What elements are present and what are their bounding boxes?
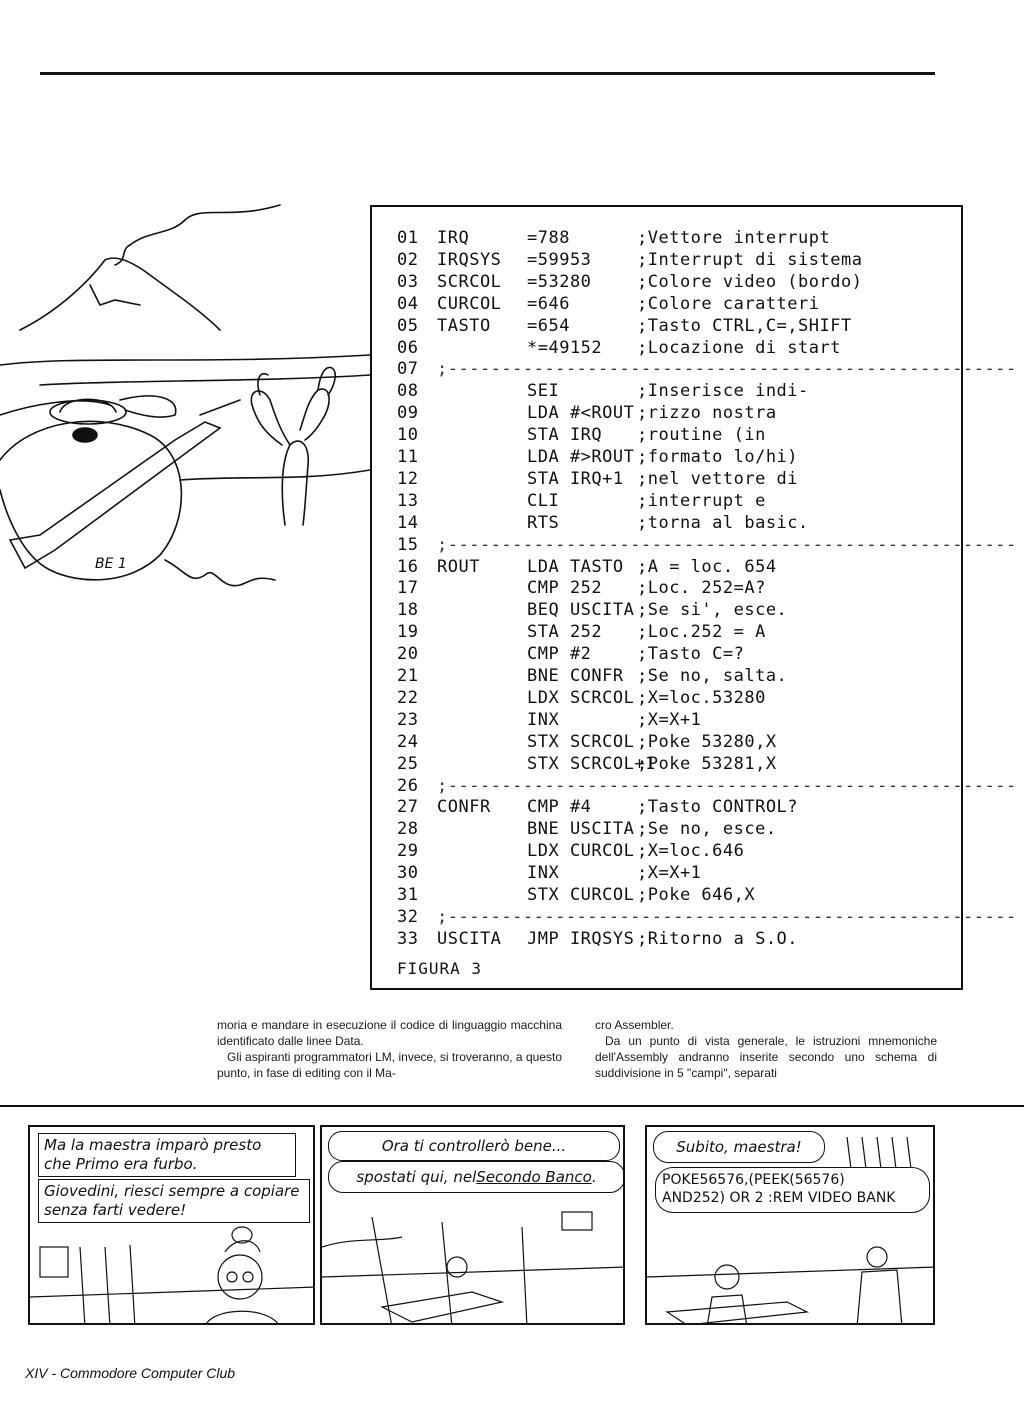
line-instruction: STX CURCOL xyxy=(527,885,635,905)
line-number: 11 xyxy=(397,447,419,467)
line-number: 33 xyxy=(397,928,419,949)
line-number: 27 xyxy=(397,797,419,818)
line-instruction: STA IRQ xyxy=(527,425,603,446)
separator-line: ;----------------------------------------------------- xyxy=(437,534,1017,555)
armadillo-cartoon-illustration xyxy=(0,190,370,610)
top-rule xyxy=(40,72,935,75)
line-comment: ;Locazione di start xyxy=(637,337,841,358)
line-comment: ;X=loc.53280 xyxy=(637,687,766,708)
line-number: 28 xyxy=(397,819,419,840)
line-number: 06 xyxy=(397,337,419,358)
line-number: 15 xyxy=(397,534,419,555)
line-comment: ;routine (in xyxy=(637,425,766,446)
line-number: 30 xyxy=(397,863,419,884)
line-number: 25 xyxy=(397,753,419,774)
article-paragraph: moria e mandare in esecuzione il codice di linguaggio macchina identificato dalle linee Data. xyxy=(217,1018,562,1048)
line-instruction: LDX SCRCOL xyxy=(527,687,635,708)
line-instruction: STX SCRCOL xyxy=(527,731,635,752)
line-number: 02 xyxy=(397,249,419,270)
line-comment: ;Inserisce indi- xyxy=(637,381,809,402)
line-instruction: CLI xyxy=(527,490,560,511)
line-instruction: LDX CURCOL xyxy=(527,841,635,862)
line-comment: ;Colore caratteri xyxy=(637,293,820,314)
assembly-listing-box xyxy=(370,205,1017,990)
figure-caption: FIGURA 3 xyxy=(397,959,483,978)
line-instruction: SEI xyxy=(527,381,560,402)
article-paragraph: Gli aspiranti programmatori LM, invece, si troveranno, a questo punto, in fase di editing con il Ma- xyxy=(217,1050,562,1080)
line-number: 18 xyxy=(397,600,419,621)
line-comment: ;Ritorno a S.O. xyxy=(637,928,799,949)
line-comment: ;formato lo/hi) xyxy=(637,447,799,467)
line-instruction: *=49152 xyxy=(527,337,603,358)
line-instruction: =53280 xyxy=(527,271,592,292)
comic-panel-3 xyxy=(645,1125,935,1325)
panel-2-speech-balloon-top: Ora ti controllerò bene... xyxy=(328,1131,620,1161)
article-paragraph: Da un punto di vista generale, le istruzioni mnemoniche dell'Assembly andranno inserite secondo uno schema di suddivisione in 5 "campi", separati xyxy=(595,1034,937,1080)
line-instruction: =59953 xyxy=(527,249,592,270)
line-number: 05 xyxy=(397,315,419,336)
line-comment: ;Se no, salta. xyxy=(637,666,788,686)
line-instruction: BEQ USCITA xyxy=(527,600,635,621)
line-number: 04 xyxy=(397,293,419,314)
line-label: CURCOL xyxy=(437,293,502,314)
line-number: 29 xyxy=(397,841,419,862)
balloon-text: spostati qui, nel xyxy=(356,1167,477,1186)
line-comment: ;Tasto C=? xyxy=(637,644,745,665)
line-instruction: BNE USCITA xyxy=(527,819,635,840)
line-comment: ;Se no, esce. xyxy=(637,819,777,840)
line-instruction: LDA #>ROUT xyxy=(527,447,635,467)
line-instruction: STA 252 xyxy=(527,622,603,643)
line-comment: ;Tasto CTRL,C=,SHIFT xyxy=(637,315,852,336)
code-balloon-line: POKE56576,(PEEK(56576) xyxy=(662,1172,845,1188)
line-instruction: LDA TASTO xyxy=(527,556,624,577)
line-label: USCITA xyxy=(437,928,502,949)
line-instruction: BNE CONFR xyxy=(527,666,624,686)
panel-1-speech-balloon: Giovedini, riesci sempre a copiare senza farti vedere! xyxy=(38,1179,310,1223)
line-instruction: INX xyxy=(527,863,560,884)
line-label: IRQSYS xyxy=(437,249,502,270)
line-number: 19 xyxy=(397,622,419,643)
line-comment: ;Poke 646,X xyxy=(637,885,756,905)
line-comment: ;X=X+1 xyxy=(637,863,702,884)
article-column-left xyxy=(217,1017,562,1081)
code-balloon-line: AND252) OR 2 :REM VIDEO BANK xyxy=(662,1190,896,1206)
line-number: 23 xyxy=(397,709,419,730)
line-label: TASTO xyxy=(437,315,491,336)
line-number: 26 xyxy=(397,775,419,796)
line-comment: ;Poke 53280,X xyxy=(637,731,777,752)
comic-panel-1 xyxy=(28,1125,315,1325)
line-instruction: RTS xyxy=(527,512,560,533)
line-comment: ;A = loc. 654 xyxy=(637,556,777,577)
line-comment: ;Vettore interrupt xyxy=(637,228,831,248)
line-instruction: CMP #2 xyxy=(527,644,592,665)
article-paragraph: cro Assembler. xyxy=(595,1018,674,1032)
line-instruction: CMP #4 xyxy=(527,797,592,818)
line-number: 21 xyxy=(397,666,419,686)
line-number: 22 xyxy=(397,687,419,708)
line-comment: ;torna al basic. xyxy=(637,512,809,533)
line-instruction: STX SCRCOL+1 xyxy=(527,753,656,774)
line-label: CONFR xyxy=(437,797,491,818)
line-comment: ;Colore video (bordo) xyxy=(637,271,863,292)
line-instruction: CMP 252 xyxy=(527,578,603,599)
line-number: 31 xyxy=(397,885,419,905)
line-number: 17 xyxy=(397,578,419,599)
line-instruction: =788 xyxy=(527,228,570,248)
line-instruction: STA IRQ+1 xyxy=(527,468,624,489)
line-number: 12 xyxy=(397,468,419,489)
line-instruction: INX xyxy=(527,709,560,730)
panel-3-speech-balloon: Subito, maestra! xyxy=(653,1131,825,1163)
line-number: 20 xyxy=(397,644,419,665)
line-comment: ;rizzo nostra xyxy=(637,403,777,424)
line-number: 32 xyxy=(397,906,419,927)
separator-line: ;----------------------------------------------------- xyxy=(437,906,1017,927)
separator-line: ;----------------------------------------------------- xyxy=(437,775,1017,796)
line-instruction: =654 xyxy=(527,315,570,336)
line-number: 09 xyxy=(397,403,419,424)
line-comment: ;interrupt e xyxy=(637,490,766,511)
line-comment: ;Poke 53281,X xyxy=(637,753,777,774)
line-number: 24 xyxy=(397,731,419,752)
line-instruction: =646 xyxy=(527,293,570,314)
cartoon-signature: BE 1 xyxy=(95,556,127,572)
panel-2-speech-balloon-bottom xyxy=(328,1161,625,1193)
line-comment: ;Tasto CONTROL? xyxy=(637,797,799,818)
balloon-emphasis: Secondo Banco xyxy=(476,1167,592,1186)
line-label: IRQ xyxy=(437,228,470,248)
panel-1-caption: Ma la maestra imparò presto che Primo era furbo. xyxy=(38,1133,296,1177)
line-number: 01 xyxy=(397,228,419,248)
line-number: 10 xyxy=(397,425,419,446)
panel-3-code-balloon xyxy=(655,1167,930,1213)
balloon-text: . xyxy=(591,1167,597,1186)
separator-line: ;----------------------------------------------------- xyxy=(437,359,1017,380)
line-label: SCRCOL xyxy=(437,271,502,292)
line-comment: ;Loc.252 = A xyxy=(637,622,766,643)
line-label: ROUT xyxy=(437,556,480,577)
line-number: 13 xyxy=(397,490,419,511)
section-rule xyxy=(0,1105,1024,1107)
line-number: 07 xyxy=(397,359,419,380)
line-number: 08 xyxy=(397,381,419,402)
line-number: 16 xyxy=(397,556,419,577)
line-comment: ;Interrupt di sistema xyxy=(637,249,863,270)
line-comment: ;Loc. 252=A? xyxy=(637,578,766,599)
line-number: 03 xyxy=(397,271,419,292)
line-comment: ;X=loc.646 xyxy=(637,841,745,862)
page-footer: XIV - Commodore Computer Club xyxy=(25,1365,236,1381)
comic-panel-2 xyxy=(320,1125,625,1325)
line-instruction: LDA #<ROUT xyxy=(527,403,635,424)
article-column-right xyxy=(595,1017,937,1081)
line-comment: ;Se si', esce. xyxy=(637,600,788,621)
line-instruction: JMP IRQSYS xyxy=(527,928,635,949)
line-comment: ;nel vettore di xyxy=(637,468,799,489)
line-number: 14 xyxy=(397,512,419,533)
line-comment: ;X=X+1 xyxy=(637,709,702,730)
